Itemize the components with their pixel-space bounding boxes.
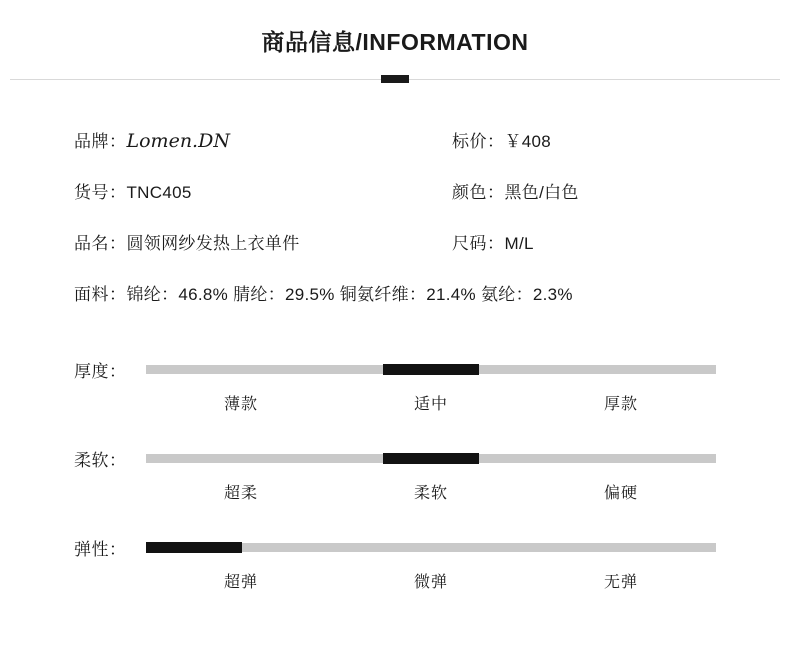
info-row — [74, 178, 716, 203]
page-header — [0, 0, 790, 87]
thickness-option-1: 适中 — [413, 396, 448, 413]
rating-thickness — [74, 357, 716, 414]
sku-label: 货号： — [74, 183, 127, 202]
info-row — [74, 229, 716, 254]
brand-label: 品牌： — [74, 132, 127, 151]
info-row — [74, 127, 716, 152]
softness-label: 柔软： — [74, 451, 127, 470]
elasticity-track[interactable] — [146, 543, 716, 552]
elasticity-knob[interactable] — [146, 542, 242, 553]
rating-slider-row — [74, 446, 716, 471]
price-value: ￥408 — [504, 132, 552, 151]
rating-elasticity — [74, 535, 716, 592]
elasticity-option-2: 无弹 — [603, 574, 638, 591]
thickness-knob[interactable] — [383, 364, 479, 375]
info-cell-color — [452, 178, 579, 203]
rating-slider-row — [74, 535, 716, 560]
thickness-option-2: 厚款 — [603, 396, 638, 413]
softness-track[interactable] — [146, 454, 716, 463]
color-label: 颜色： — [452, 183, 505, 202]
thickness-option-0: 薄款 — [223, 396, 258, 413]
divider-center-mark — [381, 75, 409, 83]
softness-option-0: 超柔 — [223, 485, 258, 502]
size-value: M/L — [504, 234, 534, 253]
softness-option-2: 偏硬 — [603, 485, 638, 502]
product-name-label: 品名： — [74, 234, 127, 253]
color-value: 黑色/白色 — [504, 183, 579, 202]
elasticity-option-1: 微弹 — [413, 574, 448, 591]
info-row-fabric — [74, 280, 716, 305]
info-cell-size — [452, 229, 534, 254]
size-label: 尺码： — [452, 234, 505, 253]
product-info-table — [0, 127, 790, 305]
rating-softness — [74, 446, 716, 503]
rating-slider-row — [74, 357, 716, 382]
product-attribute-scales — [0, 357, 790, 592]
header-divider — [0, 75, 790, 87]
sku-value: TNC405 — [126, 183, 192, 202]
thickness-label: 厚度： — [74, 362, 127, 381]
info-cell-sku — [74, 178, 452, 203]
price-label: 标价： — [452, 132, 505, 151]
elasticity-option-0: 超弹 — [223, 574, 258, 591]
page-title: 商品信息/INFORMATION — [261, 29, 529, 55]
softness-knob[interactable] — [383, 453, 479, 464]
brand-value: Lomen.DN — [126, 130, 230, 152]
softness-option-1: 柔软 — [413, 485, 448, 502]
thickness-track[interactable] — [146, 365, 716, 374]
fabric-value: 锦纶：46.8% 腈纶：29.5% 铜氨纤维：21.4% 氨纶：2.3% — [126, 285, 573, 304]
thickness-tick-labels — [74, 391, 716, 414]
info-cell-price — [452, 127, 551, 152]
product-name-value: 圆领网纱发热上衣单件 — [126, 234, 300, 253]
softness-tick-labels — [74, 480, 716, 503]
fabric-label: 面料： — [74, 285, 127, 304]
elasticity-tick-labels — [74, 569, 716, 592]
info-cell-brand — [74, 127, 452, 152]
elasticity-label: 弹性： — [74, 540, 127, 559]
info-cell-product-name — [74, 229, 452, 254]
